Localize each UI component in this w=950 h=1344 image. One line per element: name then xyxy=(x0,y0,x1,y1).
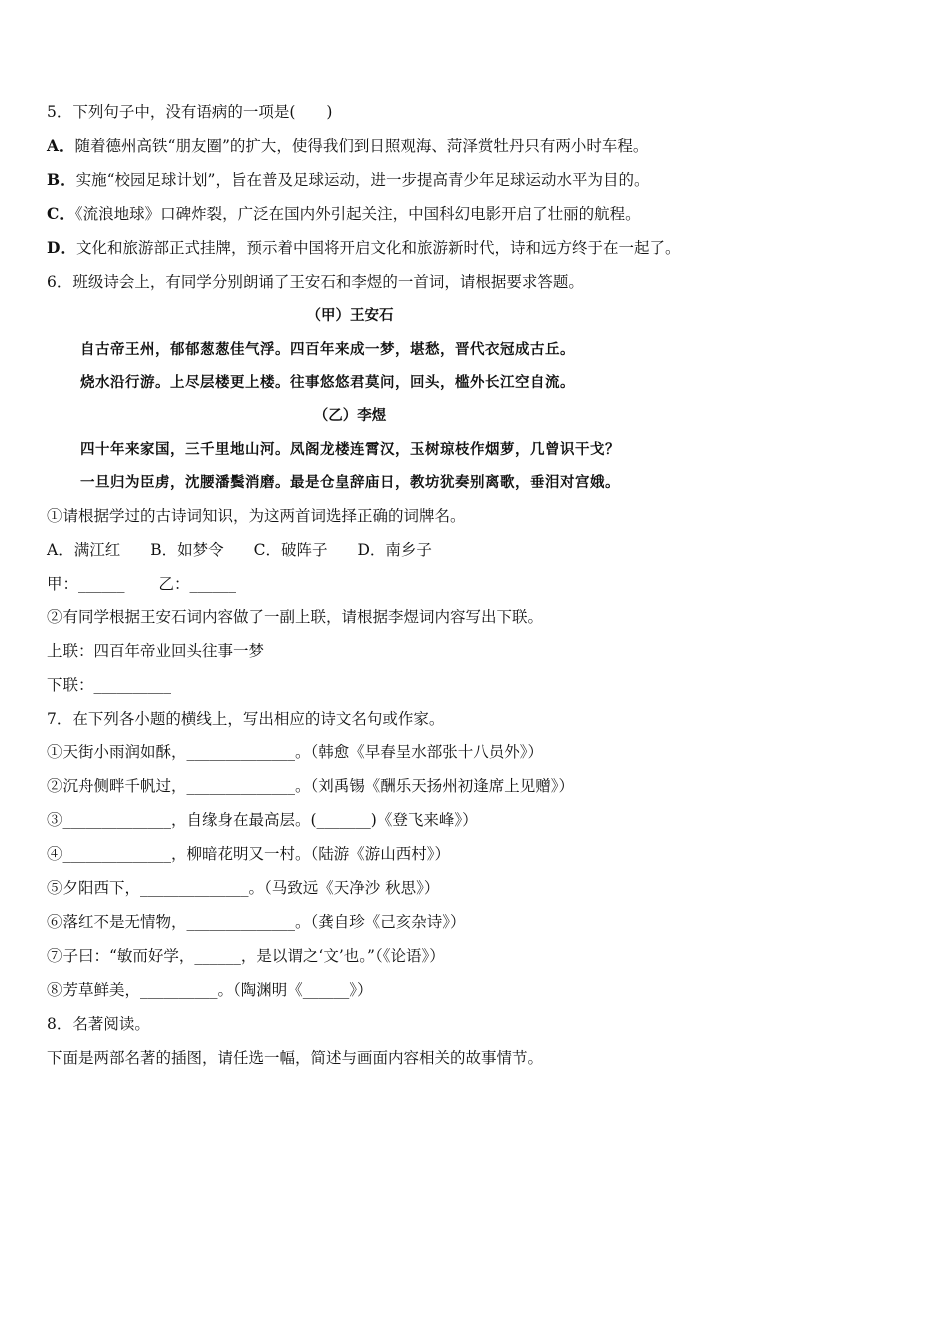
q5-option-c: C．《流浪地球》口碑炸裂，广泛在国内外引起关注，中国科幻电影开启了壮丽的航程。 xyxy=(47,204,641,223)
q7-item-4: ④______________，柳暗花明又一村。（陆游《游山西村》） xyxy=(47,845,451,863)
poem-a-line-2: 烧水沿行游。上尽层楼更上楼。往事悠悠君莫问，回头，槛外长江空自流。 xyxy=(80,374,575,391)
shanglian: 上联：四百年帝业回头往事一梦 xyxy=(47,642,265,660)
q7-item-7: ⑦子曰：“敏而好学，______，是以谓之‘文’也。”（《论语》） xyxy=(47,947,445,965)
q7-item-8: ⑧芳草鲜美，__________。（陶渊明《______》） xyxy=(47,981,373,999)
q6-answer-line xyxy=(47,573,236,595)
xialian: 下联：__________ xyxy=(47,676,172,694)
option-a: A．满江红 xyxy=(47,541,121,559)
q8-stem: 8．名著阅读。 xyxy=(47,1015,150,1033)
jia-answer: 甲：______ xyxy=(47,575,125,593)
q5-option-b: B．实施“校园足球计划”，旨在普及足球运动，进一步提高青少年足球运动水平为目的。 xyxy=(47,170,650,189)
poem-a-line-1: 自古帝王州，郁郁葱葱佳气浮。四百年来成一梦，堪愁，晋代衣冠成古丘。 xyxy=(80,341,575,358)
q8-text: 下面是两部名著的插图，请任选一幅，简述与画面内容相关的故事情节。 xyxy=(47,1049,544,1067)
q7-item-6: ⑥落红不是无情物，______________。（龚自珍《己亥杂诗》） xyxy=(47,913,466,931)
q5-stem: 5．下列句子中，没有语病的一项是( ) xyxy=(47,103,333,121)
q5-option-a: A．随着德州高铁“朋友圈”的扩大，使得我们到日照观海、菏泽赏牡丹只有两小时车程。 xyxy=(47,136,649,155)
option-d: D．南乡子 xyxy=(357,541,432,559)
q6-sub1-options xyxy=(47,539,432,561)
q7-item-3: ③______________，自缘身在最高层。(_______)《登飞来峰》） xyxy=(47,811,478,829)
q7-item-1: ①天街小雨润如酥，______________。（韩愈《早春呈水部张十八员外》） xyxy=(47,743,544,761)
q5-option-d: D．文化和旅游部正式挂牌，预示着中国将开启文化和旅游新时代，诗和远方终于在一起了。 xyxy=(47,238,681,257)
q7-stem: 7．在下列各小题的横线上，写出相应的诗文名句或作家。 xyxy=(47,710,445,728)
poem-b-title: （乙）李煜 xyxy=(313,407,387,424)
q7-item-5: ⑤夕阳西下，______________。（马致远《天净沙 秋思》） xyxy=(47,879,440,897)
yi-answer: 乙：______ xyxy=(158,575,237,593)
poem-a-title: （甲）王安石 xyxy=(306,307,394,324)
q7-item-2: ②沉舟侧畔千帆过，______________。（刘禹锡《酬乐天扬州初逢席上见赠》） xyxy=(47,777,575,795)
poem-b-line-2: 一旦归为臣虏，沈腰潘鬓消磨。最是仓皇辞庙日，教坊犹奏别离歌，垂泪对宫娥。 xyxy=(80,474,620,491)
q6-sub1: ①请根据学过的古诗词知识，为这两首词选择正确的词牌名。 xyxy=(47,507,466,525)
poem-b-line-1: 四十年来家国，三千里地山河。凤阁龙楼连霄汉，玉树琼枝作烟萝，几曾识干戈？ xyxy=(80,441,620,458)
q6-stem: 6．班级诗会上，有同学分别朗诵了王安石和李煜的一首词，请根据要求答题。 xyxy=(47,273,584,291)
q6-sub2: ②有同学根据王安石词内容做了一副上联，请根据李煜词内容写出下联。 xyxy=(47,608,544,626)
option-b: B．如梦令 xyxy=(150,541,224,559)
option-c: C．破阵子 xyxy=(253,541,328,559)
